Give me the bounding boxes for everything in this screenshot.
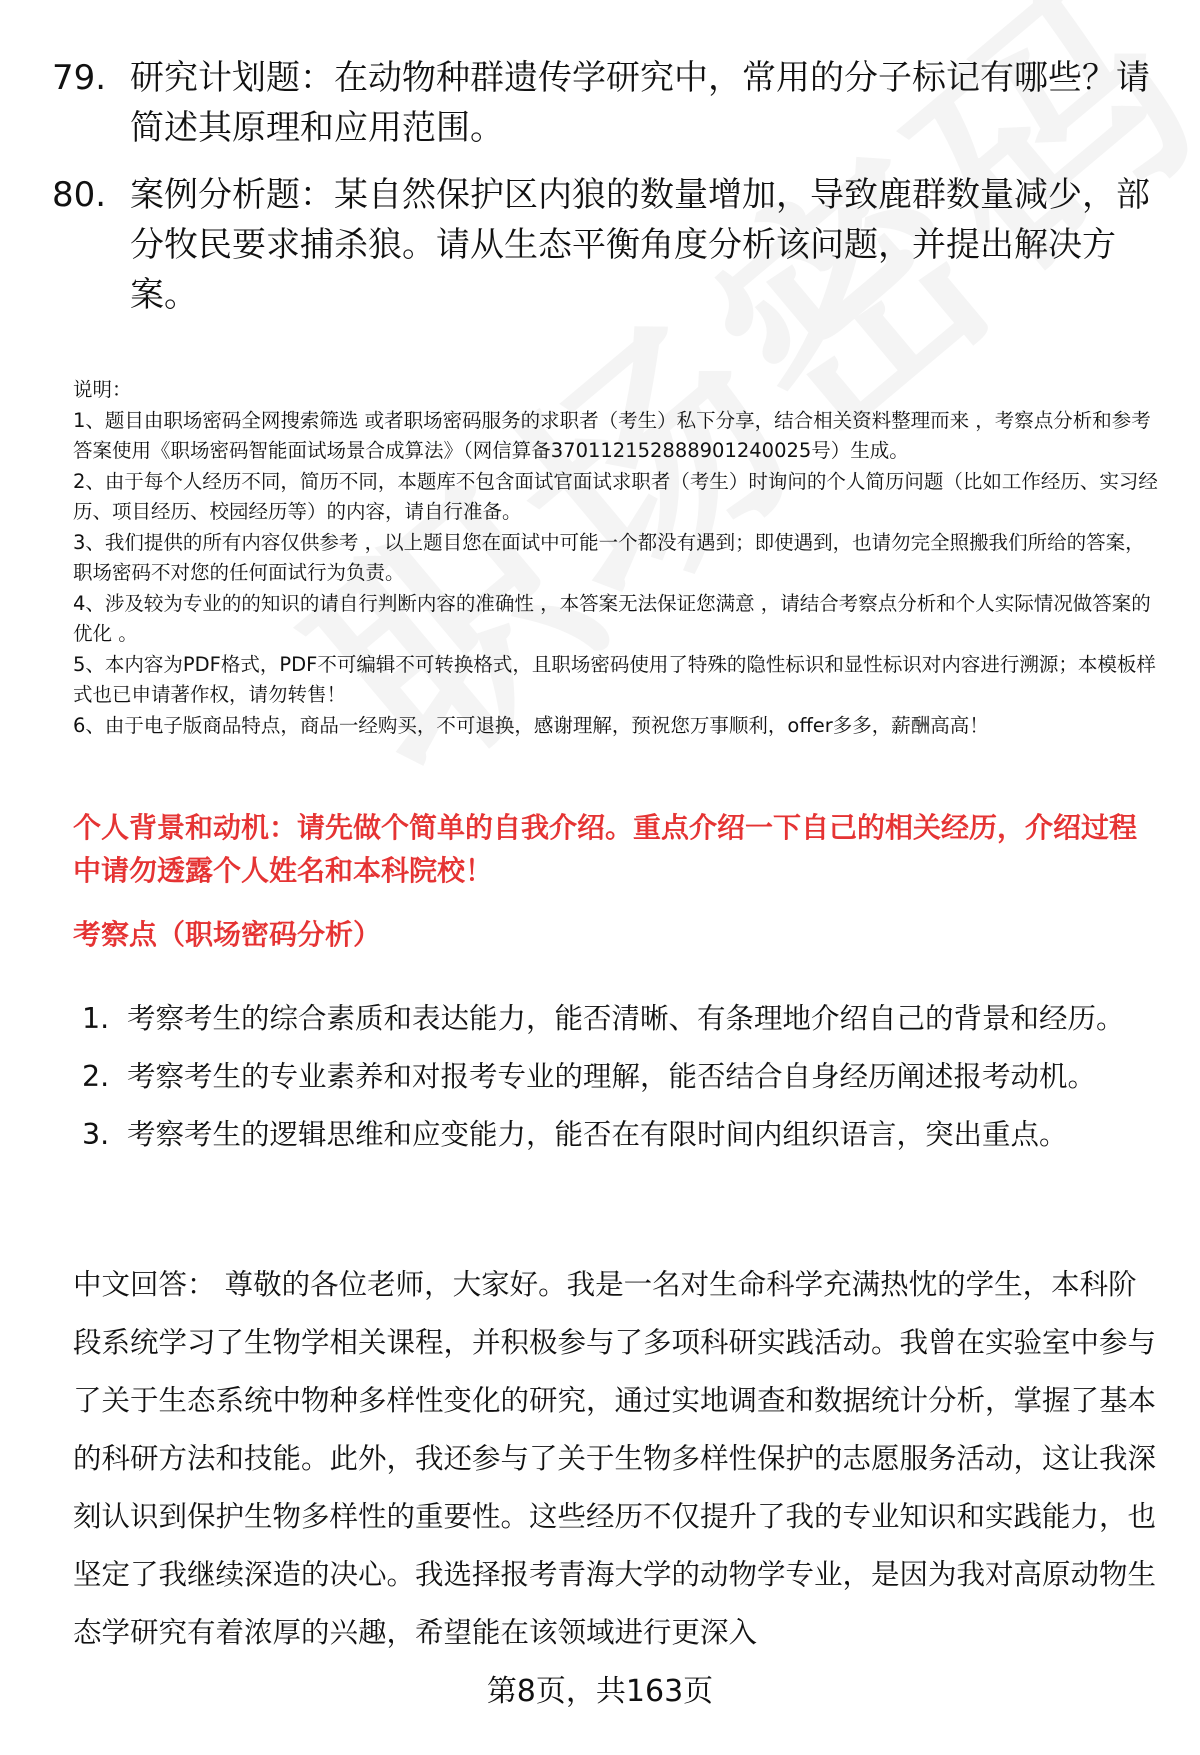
point-number: 3. [82,1118,110,1151]
analysis-point [82,990,1162,1048]
question-80 [52,170,1152,320]
point-text: 考察考生的逻辑思维和应变能力，能否在有限时间内组织语言，突出重点。 [127,1118,1068,1151]
question-79 [52,53,1152,153]
note-item: 2、由于每个人经历不同，简历不同，本题库不包含面试官面试求职者（考生）时询问的个人简历问题（比如工作经历、实习经历、项目经历、校园经历等）的内容，请自行准备。 [73,469,1158,523]
point-number: 1. [82,1002,110,1035]
analysis-point [82,1048,1162,1106]
point-number: 2. [82,1060,110,1093]
point-text: 考察考生的综合素质和表达能力，能否清晰、有条理地介绍自己的背景和经历。 [127,1002,1125,1035]
answer-section [73,1256,1159,1662]
note-item: 5、本内容为PDF格式，PDF不可编辑不可转换格式，且职场密码使用了特殊的隐性标识和显性标识对内容进行溯源；本模板样式也已申请著作权，请勿转售！ [73,652,1156,706]
note-item: 4、涉及较为专业的的知识的请自行判断内容的准确性 ，本答案无法保证您满意 ，请结合考察点分析和个人实际情况做答案的优化 。 [73,591,1151,645]
note-item: 1、题目由职场密码全网搜索筛选 或者职场密码服务的求职者（考生）私下分享，结合相关资料整理而来 ，考察点分析和参考答案使用《职场密码智能面试场景合成算法》（网信算备370112152888901240025号）生成。 [73,408,1151,462]
note-item: 6、由于电子版商品特点，商品一经购买，不可退换，感谢理解，预祝您万事顺利，offer多多，薪酬高高！ [73,713,989,737]
point-text: 考察考生的专业素养和对报考专业的理解，能否结合自身经历阐述报考动机。 [127,1060,1097,1093]
answer-label: 中文回答： [73,1268,216,1301]
page-footer: 第8页，共163页 [486,1674,714,1709]
question-number: 79. [52,58,107,98]
notes-heading: 说明： [73,378,132,401]
question-number: 80. [52,175,107,215]
analysis-point [82,1106,1162,1164]
analysis-title: 考察点（职场密码分析） [73,918,382,951]
section-title: 个人背景和动机：请先做个简单的自我介绍。重点介绍一下自己的相关经历，介绍过程中请勿透露个人姓名和本科院校！ [73,811,1138,887]
question-text: 研究计划题：在动物种群遗传学研究中，常用的分子标记有哪些？请简述其原理和应用范围。 [130,58,1150,148]
analysis-points [82,990,1162,1164]
question-text: 案例分析题：某自然保护区内狼的数量增加，导致鹿群数量减少，部分牧民要求捕杀狼。请从生态平衡角度分析该问题，并提出解决方案。 [130,175,1150,315]
note-item: 3、我们提供的所有内容仅供参考 ，以上题目您在面试中可能一个都没有遇到；即使遇到，也请勿完全照搬我们所给的答案，职场密码不对您的任何面试行为负责。 [73,530,1145,584]
notes-section [73,375,1163,741]
answer-text: 尊敬的各位老师，大家好。我是一名对生命科学充满热忱的学生，本科阶段系统学习了生物学相关课程，并积极参与了多项科研实践活动。我曾在实验室中参与了关于生态系统中物种多样性变化的研究，通过实地调查和数据统计分析，掌握了基本的科研方法和技能。此外，我还参与了关于生物多样性保护的志愿服务活动，这让我深刻认识到保护生物多样性的重要性。这些经历不仅提升了我的专业知识和实践能力，也坚定了我继续深造的决心。我选择报考青海大学的动物学专业，是因为我对高原动物生态学研究有着浓厚的兴趣，希望能在该领域进行更深入 [73,1268,1157,1649]
